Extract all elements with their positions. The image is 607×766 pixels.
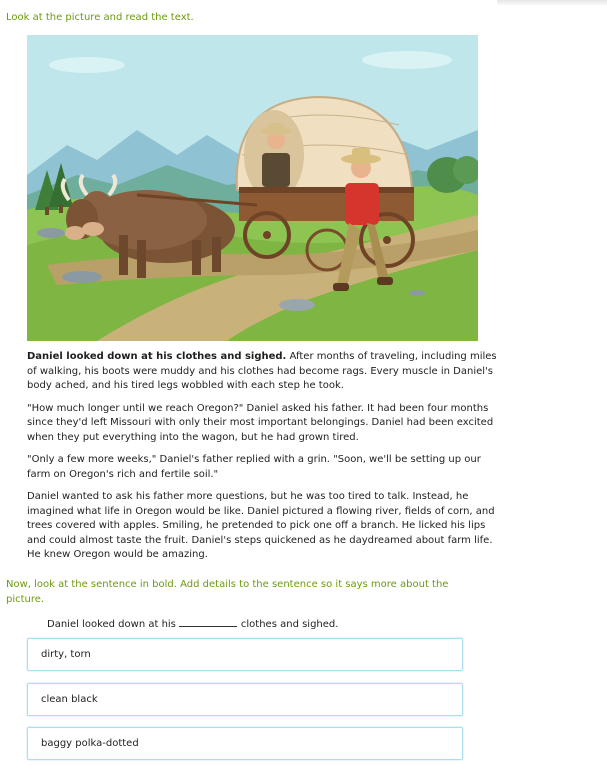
story-passage [27, 350, 497, 571]
paragraph-4: Daniel wanted to ask his father more questions, but he was too tired to talk. Instead, he imagined what life in Oregon would be like. Daniel pictured a flowing river, fields of corn, and trees covered with apples. Smiling, he pretended to pick one off a branch. He licked his lips and could almost taste the fruit. Daniel's steps quickened as he daydreamed about farm life. He knew Oregon would be amazing. [27, 491, 495, 560]
answer-choice-baggy-polka-dotted[interactable] [27, 727, 463, 760]
top-shadow [497, 0, 607, 6]
sentence-before: Daniel looked down at his [47, 619, 176, 630]
sentence-after: clothes and sighed. [240, 619, 339, 630]
paragraph-3: "Only a few more weeks," Daniel's father replied with a grin. "Soon, we'll be setting up our farm on Oregon's rich and fertile soil." [27, 454, 481, 480]
answer-choice-dirty-torn[interactable] [27, 638, 463, 671]
choice-label: baggy polka-dotted [41, 738, 139, 749]
paragraph-1-rest: After months of traveling, including miles of walking, his boots were muddy and his clothes had become rags. Every muscle in Daniel's body ached, and his tired legs wobbled with each step he took. [27, 351, 497, 391]
choice-label: clean black [41, 694, 98, 705]
instruction-read: Look at the picture and read the text. [6, 12, 194, 23]
instruction-task: Now, look at the sentence in bold. Add details to the sentence so it says more about the picture. [6, 579, 449, 605]
paragraph-1 [27, 350, 497, 394]
bold-sentence: Daniel looked down at his clothes and sighed. [27, 351, 287, 362]
covered-wagon-oxen-scene [27, 35, 478, 341]
choice-label: dirty, torn [41, 649, 91, 660]
answer-choice-clean-black[interactable] [27, 683, 463, 716]
story-illustration [27, 35, 478, 341]
fill-in-sentence [47, 616, 338, 632]
answer-blank [179, 616, 237, 627]
paragraph-2: "How much longer until we reach Oregon?" Daniel asked his father. It had been four months since they'd left Missouri with only their most important belongings. Daniel had been excited when they put everything into the wagon, but he had grown tired. [27, 402, 494, 443]
